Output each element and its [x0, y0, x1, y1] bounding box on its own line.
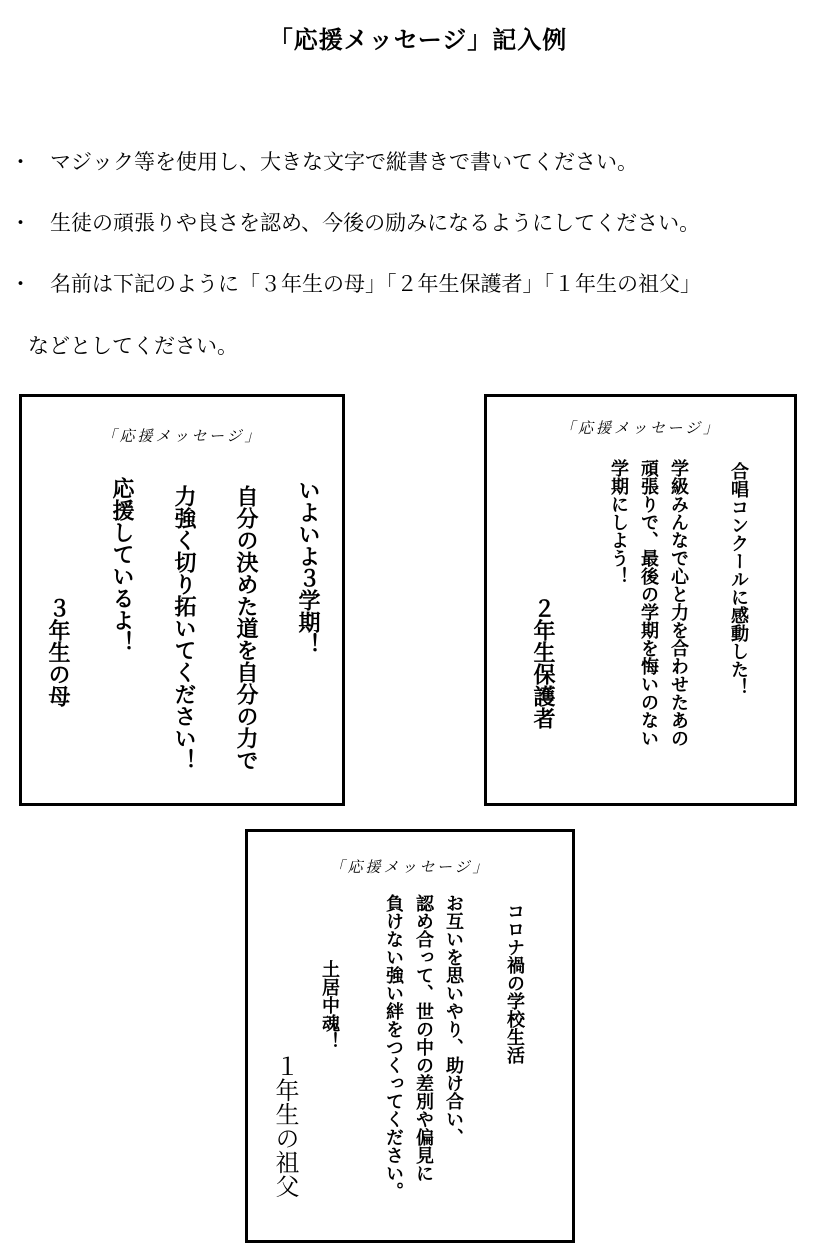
example-card-grade2: [484, 394, 797, 806]
example-card-grade1: [245, 829, 575, 1243]
bullet: ・: [10, 272, 31, 296]
message-line: 学級みんなで心と力を合わせたあの: [668, 459, 689, 747]
message-line: 自分の決めた道を自分の力で: [233, 485, 258, 771]
example-card-grade3: [19, 394, 345, 806]
message-line: 応援しているよ！: [109, 477, 134, 653]
instruction-continuation: などとしてください。: [28, 334, 238, 358]
instruction-text: マジック等を使用し、大きな文字で縦書きで書いてください。: [50, 150, 638, 174]
bullet: ・: [10, 150, 31, 174]
message-line: 頑張りで、最後の学期を悔いのない: [638, 459, 659, 747]
message-line: 負けない強い絆をつくってください。: [383, 894, 404, 1200]
bullet: ・: [10, 211, 31, 235]
instruction-text: 名前は下記のように「３年生の母」「２年生保護者」「１年生の祖父」: [50, 272, 701, 296]
instruction-item: [10, 207, 700, 237]
signature: ３年生の母: [45, 597, 70, 707]
card-label: 「応援メッセージ」: [329, 858, 491, 876]
message-line: お互いを思いやり、助け合い、: [443, 894, 464, 1146]
page-title: 「応援メッセージ」記入例: [268, 26, 568, 54]
signature: ２年生保護者: [530, 597, 555, 729]
instruction-item: [10, 146, 638, 176]
message-line: 認め合って、世の中の差別や偏見に: [413, 894, 434, 1182]
instruction-text: 生徒の頑張りや良さを認め、今後の励みになるようにしてください。: [50, 211, 701, 235]
signature: １年生の祖父: [271, 1054, 299, 1198]
message-line: 土居中魂！: [319, 960, 340, 1050]
message-line: 合唱コンクールに感動した！: [728, 462, 749, 696]
card-label: 「応援メッセージ」: [101, 427, 263, 445]
message-line: 学期にしよう！: [608, 459, 629, 585]
message-line: 力強く切り拓いてください！: [171, 485, 196, 771]
instruction-item: [10, 268, 701, 298]
message-line: いよいよ３学期！: [295, 479, 320, 655]
message-line: コロナ禍の学校生活: [504, 902, 525, 1064]
card-label: 「応援メッセージ」: [559, 419, 722, 437]
